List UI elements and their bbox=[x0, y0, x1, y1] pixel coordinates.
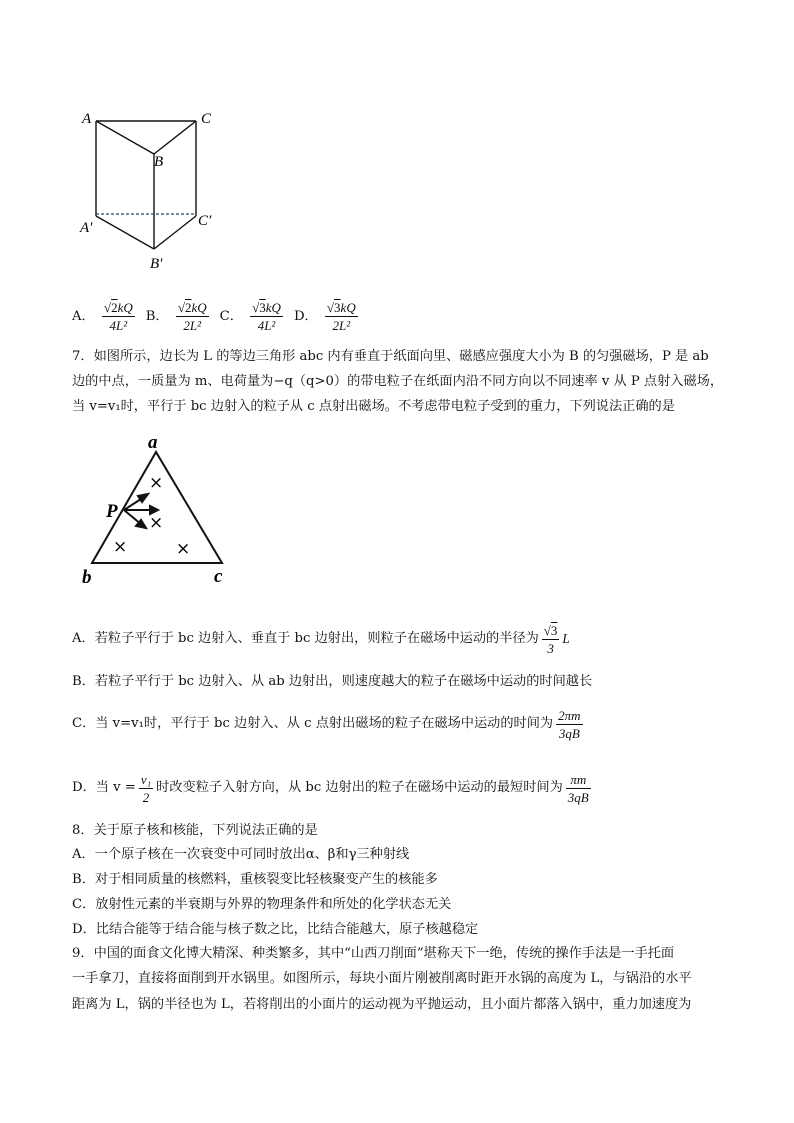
field-cross-1: × bbox=[149, 473, 164, 493]
q8-option-c: C．放射性元素的半衰期与外界的物理条件和所处的化学状态无关 bbox=[72, 897, 452, 912]
q7-option-a: A．若粒子平行于 bc 边射入、垂直于 bc 边射出，则粒子在磁场中运动的半径为 $\frac{√3}{3}$ L bbox=[72, 622, 570, 656]
triangle-figure bbox=[80, 430, 240, 590]
field-cross-4: × bbox=[176, 539, 191, 559]
q9-stem-line-3: 距离为 L，锅的半径也为 L，若将削出的小面片的运动视为平抛运动，且小面片都落入锅中，重力加速度为 bbox=[72, 997, 692, 1012]
q8-option-a: A．一个原子核在一次衰变中可同时放出α、β和γ三种射线 bbox=[72, 847, 410, 862]
q6-option-c: C． $\frac{√3kQ}{\text{4L²}}$ bbox=[219, 299, 281, 333]
q6-option-a: A． $\frac{√2kQ}{\text{4L²}}$ bbox=[72, 299, 133, 333]
q7-option-d: D．当 v = $\frac{\text{v₁}}{2}$ 时改变粒子入射方向，从 bc 边射出的粒子在磁场中运动的最短时间为 $\frac{\pi m}{3qB}$ bbox=[72, 771, 589, 805]
q7-option-b: B．若粒子平行于 bc 边射入、从 ab 边射出，则速度越大的粒子在磁场中运动的时间越长 bbox=[72, 674, 593, 689]
prism-label-B1: B′ bbox=[150, 256, 163, 272]
point-label-p: P bbox=[106, 501, 118, 522]
prism-label-B: B bbox=[154, 154, 164, 170]
q9-stem-line-1: 9．中国的面食文化博大精深、种类繁多，其中“山西刀削面”堪称天下一绝，传统的操作手法是一手托面 bbox=[72, 946, 675, 961]
prism-figure bbox=[78, 104, 228, 274]
prism-label-C: C bbox=[201, 111, 212, 127]
field-cross-3: × bbox=[113, 537, 128, 557]
q7-stem-line-2: 边的中点，一质量为 m、电荷量为−q（q>0）的带电粒子在纸面内沿不同方向以不同速率 v 从 P 点射入磁场， bbox=[72, 374, 724, 389]
q6-option-d: D． $\frac{√3kQ}{\text{2L²}}$ bbox=[293, 299, 356, 333]
vertex-label-b: b bbox=[82, 567, 92, 588]
vertex-label-c: c bbox=[214, 566, 223, 587]
prism-label-A: A bbox=[82, 111, 92, 127]
q7-stem-line-1: 7．如图所示，边长为 L 的等边三角形 abc 内有垂直于纸面向里、磁感应强度大小为 B 的匀强磁场，P 是 ab bbox=[72, 349, 709, 364]
prism-label-C1: C′ bbox=[198, 213, 212, 229]
vertex-label-a: a bbox=[148, 432, 158, 453]
q6-option-b: B． $\frac{√2kQ}{\text{2L²}}$ bbox=[145, 299, 207, 333]
q8-option-b: B．对于相同质量的核燃料，重核裂变比轻核聚变产生的核能多 bbox=[72, 872, 438, 887]
prism-label-A1: A′ bbox=[80, 220, 93, 236]
q7-stem-line-3: 当 v=v₁时，平行于 bc 边射入的粒子从 c 点射出磁场。不考虑带电粒子受到的重力，下列说法正确的是 bbox=[72, 399, 675, 414]
q8-stem: 8．关于原子核和核能，下列说法正确的是 bbox=[72, 823, 318, 838]
q6-options bbox=[72, 296, 369, 336]
q7-option-c: C．当 v=v₁时，平行于 bc 边射入、从 c 点射出磁场的粒子在磁场中运动的时间为 $\frac{2\pi m}{3qB}$ bbox=[72, 707, 581, 741]
field-cross-2: × bbox=[149, 513, 164, 533]
q8-option-d: D．比结合能等于结合能与核子数之比，比结合能越大，原子核越稳定 bbox=[72, 922, 479, 937]
q9-stem-line-2: 一手拿刀，直接将面削到开水锅里。如图所示，每块小面片刚被削离时距开水锅的高度为 L，与锅沿的水平 bbox=[72, 971, 692, 986]
